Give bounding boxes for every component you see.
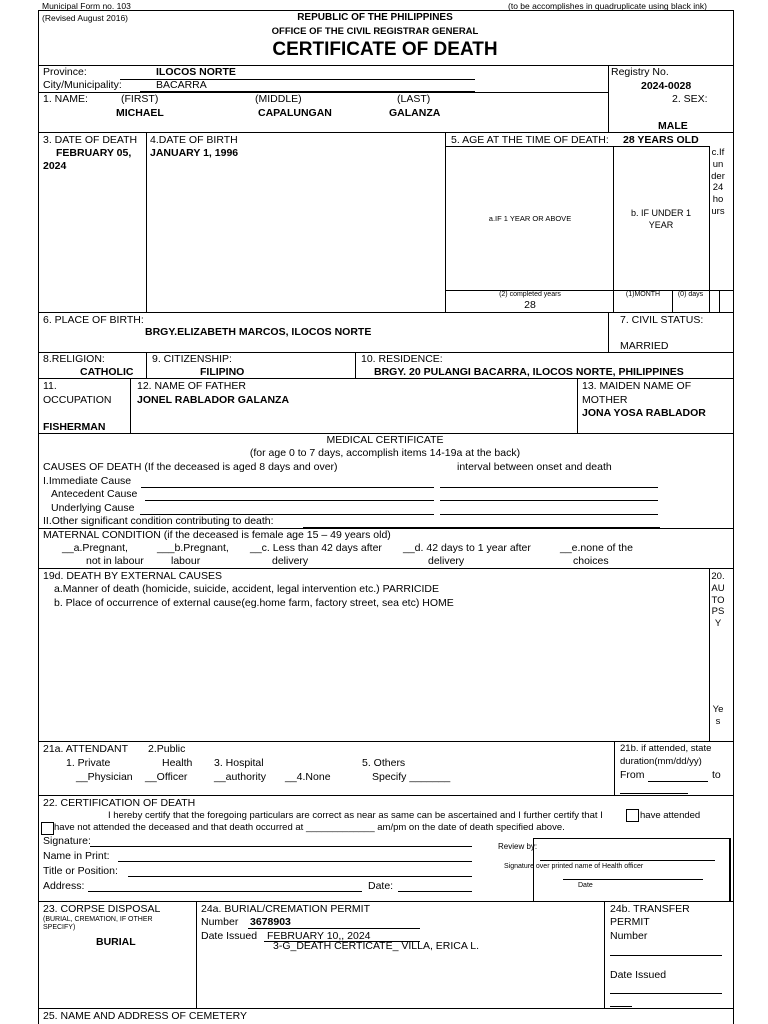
- corpse-disposal-value: BURIAL: [96, 936, 136, 948]
- maternal-d-1: __d. 42 days to 1 year after: [403, 542, 531, 554]
- office-heading: OFFICE OF THE CIVIL REGISTRAR GENERAL: [271, 26, 479, 37]
- last-name-value: GALANZA: [389, 107, 441, 119]
- duration-to-label: to: [712, 769, 721, 781]
- rule: [38, 568, 734, 569]
- certification-label: 22. CERTIFICATION OF DEATH: [43, 797, 196, 809]
- review-field[interactable]: [540, 860, 715, 861]
- citizenship-value: FILIPINO: [200, 366, 245, 378]
- rule: [709, 568, 710, 741]
- rule: [648, 781, 708, 782]
- sex-label: 2. SEX:: [672, 93, 708, 105]
- citizenship-label: 9. CITIZENSHIP:: [152, 353, 232, 365]
- rule: [145, 500, 434, 501]
- maternal-condition-label: MATERNAL CONDITION (if the deceased is female age 15 – 49 years old): [43, 529, 391, 541]
- rule: [140, 91, 475, 92]
- date-issued-value: FEBRUARY 10,, 2024: [267, 930, 371, 942]
- completed-years-label: (2) completed years: [499, 291, 561, 298]
- title-position-label: Title or Position:: [43, 865, 118, 877]
- causes-label: CAUSES OF DEATH (If the deceased is aged 8 days and over): [43, 461, 338, 473]
- antecedent-cause-label: Antecedent Cause: [51, 488, 138, 500]
- have-attended-label: have attended: [640, 810, 701, 821]
- duration-label-2: duration(mm/dd/yy): [620, 756, 702, 767]
- attendant-label: 21a. ATTENDANT: [43, 743, 128, 755]
- name-label: 1. NAME:: [43, 93, 88, 105]
- rule: [38, 741, 734, 742]
- signature-field[interactable]: [90, 846, 472, 847]
- transfer-number-field[interactable]: [610, 955, 722, 956]
- title-position-field[interactable]: [128, 876, 472, 877]
- have-not-attended-text: have not attended the deceased and that death occurred at _____________ am/pm on the date of death specified above.: [54, 822, 565, 833]
- occupation-label-2: OCCUPATION: [43, 394, 112, 406]
- registry-number: 2024-0028: [641, 80, 692, 92]
- mother-label-2: MOTHER: [582, 394, 628, 406]
- rule: [38, 378, 734, 379]
- interval-label: interval between onset and death: [457, 461, 612, 473]
- province-label: Province:: [43, 66, 87, 78]
- burial-permit-label: 24a. BURIAL/CREMATION PERMIT: [201, 903, 371, 915]
- have-not-attended-checkbox[interactable]: [41, 822, 54, 835]
- rule: [440, 500, 658, 501]
- rule: [614, 741, 615, 795]
- maternal-c-1: __c. Less than 42 days after: [250, 542, 382, 554]
- place-of-birth-value: BRGY.ELIZABETH MARCOS, ILOCOS NORTE: [145, 326, 372, 338]
- last-name-label: (LAST): [397, 93, 431, 105]
- duration-label-1: 21b. if attended, state: [620, 743, 712, 754]
- attendant-option-1a: 1. Private: [66, 757, 111, 769]
- age-c-label-vertical: c.Ifunder24hours: [711, 147, 725, 217]
- underlying-cause-label: Underlying Cause: [51, 502, 135, 514]
- permit-number-value: 3678903: [250, 916, 291, 928]
- province-value: ILOCOS NORTE: [156, 66, 236, 78]
- rule: [38, 795, 734, 796]
- attendant-option-3b: __authority: [214, 771, 266, 783]
- civil-status-value: MARRIED: [620, 340, 669, 352]
- duration-from-label: From: [620, 769, 645, 781]
- occupation-label-1: 11.: [43, 380, 57, 392]
- date-of-death-value-2: 2024: [43, 160, 67, 172]
- place-of-occurrence: b. Place of occurrence of external cause(eg.home farm, factory street, sea etc) HOME: [54, 597, 454, 609]
- rule: [141, 487, 434, 488]
- review-signature-caption: Signature over printed name of Health officer: [504, 863, 644, 870]
- rule: [146, 132, 147, 312]
- review-box: [533, 838, 731, 902]
- rule: [38, 132, 734, 133]
- rule: [604, 901, 605, 1008]
- middle-name-label: (MIDDLE): [255, 93, 302, 105]
- date-field[interactable]: [398, 891, 472, 892]
- rule: [130, 378, 131, 433]
- transfer-permit-label-1: 24b. TRANSFER: [610, 903, 690, 915]
- name-in-print-field[interactable]: [118, 861, 472, 862]
- father-label: 12. NAME OF FATHER: [137, 380, 246, 392]
- rule: [440, 487, 658, 488]
- sex-value: MALE: [658, 120, 688, 132]
- rule: [620, 793, 688, 794]
- age-b-label-1: b. IF UNDER 1: [630, 208, 691, 218]
- corpse-disposal-label: 23. CORPSE DISPOSAL: [43, 903, 161, 915]
- rule: [146, 352, 147, 378]
- month-label: (1)MONTH: [625, 291, 661, 298]
- attendant-option-5b: Specify _______: [372, 771, 451, 783]
- transfer-date-label: Date Issued: [610, 969, 667, 981]
- first-name-label: (FIRST): [121, 93, 159, 105]
- maternal-a-1: __a.Pregnant,: [62, 542, 128, 554]
- attendant-option-2a: 2.Public: [148, 743, 186, 755]
- corpse-disposal-sub-1: (BURIAL, CREMATION, IF OTHER: [43, 916, 153, 923]
- rule: [303, 527, 660, 528]
- form-number: Municipal Form no. 103: [42, 1, 131, 11]
- age-label: 5. AGE AT THE TIME OF DEATH:: [451, 134, 609, 146]
- rule: [719, 290, 720, 312]
- mother-value: JONA YOSA RABLADOR: [582, 407, 706, 419]
- form-border-left: [38, 10, 39, 1024]
- rule: [248, 928, 420, 929]
- rule: [608, 312, 609, 352]
- rule: [38, 312, 734, 313]
- attendant-option-2c: __Officer: [145, 771, 188, 783]
- transfer-permit-label-2: PERMIT: [610, 916, 650, 928]
- date-of-death-value-1: FEBRUARY 05,: [56, 147, 132, 159]
- residence-value: BRGY. 20 PULANGI BACARRA, ILOCOS NORTE, PHILIPPINES: [374, 366, 684, 378]
- religion-value: CATHOLIC: [80, 366, 134, 378]
- review-date-caption: Date: [578, 882, 593, 889]
- medical-certificate-title: MEDICAL CERTIFICATE: [326, 434, 444, 446]
- attendant-option-4: __4.None: [285, 771, 331, 783]
- maternal-d-2: delivery: [428, 555, 465, 567]
- corpse-disposal-sub-2: SPECIFY): [43, 924, 76, 931]
- middle-name-value: CAPALUNGAN: [258, 107, 332, 119]
- date-label: Date:: [368, 880, 394, 892]
- city-value: BACARRA: [156, 79, 207, 91]
- name-in-print-label: Name in Print:: [43, 850, 110, 862]
- attendant-option-5a: 5. Others: [362, 757, 406, 769]
- medical-certificate-note: (for age 0 to 7 days, accomplish items 14-19a at the back): [249, 447, 521, 459]
- have-attended-checkbox[interactable]: [626, 809, 639, 822]
- document-file-note: 3-G_DEATH CERTICATE_ VILLA, ERICA L.: [273, 940, 479, 952]
- place-of-birth-label: 6. PLACE OF BIRTH:: [43, 314, 144, 326]
- other-condition-label: II.Other significant condition contributing to death:: [43, 515, 274, 527]
- rule: [610, 1006, 632, 1007]
- date-of-birth-label: 4.DATE OF BIRTH: [150, 134, 238, 146]
- rule: [38, 1008, 734, 1009]
- age-value: 28 YEARS OLD: [623, 134, 699, 146]
- maternal-b-2: labour: [171, 555, 201, 567]
- first-name-value: MICHAEL: [116, 107, 164, 119]
- immediate-cause-label: I.Immediate Cause: [43, 475, 132, 487]
- rule: [196, 901, 197, 1008]
- address-field[interactable]: [88, 891, 362, 892]
- maternal-c-2: delivery: [272, 555, 309, 567]
- rule: [577, 378, 578, 433]
- transfer-number-label: Number: [610, 930, 648, 942]
- residence-label: 10. RESIDENCE:: [361, 353, 443, 365]
- certification-text: I hereby certify that the foregoing particulars are correct as near as same can be ascertained and I further certify that I: [108, 810, 603, 821]
- civil-status-label: 7. CIVIL STATUS:: [620, 314, 704, 326]
- date-issued-label: Date Issued: [201, 930, 258, 942]
- mother-label-1: 13. MAIDEN NAME OF: [582, 380, 692, 392]
- registry-label: Registry No.: [611, 66, 669, 78]
- document-title: CERTIFICATE OF DEATH: [272, 39, 498, 60]
- form-border-right: [733, 10, 734, 1024]
- occupation-value: FISHERMAN: [43, 421, 106, 433]
- maternal-e-2: choices: [573, 555, 609, 567]
- signature-label: Signature:: [43, 835, 91, 847]
- age-a-label: a.IF 1 YEAR OR ABOVE: [488, 214, 572, 223]
- rule: [709, 146, 710, 312]
- review-label: Review by:: [498, 842, 538, 851]
- rule: [445, 146, 709, 147]
- ink-instruction: (to be accomplishes in quadruplicate using black ink): [508, 1, 707, 11]
- religion-label: 8.RELIGION:: [43, 353, 105, 365]
- days-label: (0) days: [677, 291, 704, 298]
- age-b-label-2: YEAR: [648, 220, 674, 230]
- attendant-option-3a: 3. Hospital: [214, 757, 264, 769]
- rule: [608, 65, 609, 132]
- republic-heading: REPUBLIC OF THE PHILIPPINES: [297, 12, 453, 23]
- address-label: Address:: [43, 880, 85, 892]
- review-date-field[interactable]: [563, 879, 703, 880]
- date-of-death-label: 3. DATE OF DEATH: [43, 134, 138, 146]
- maternal-e-1: __e.none of the: [560, 542, 633, 554]
- permit-number-label: Number: [201, 916, 239, 928]
- attendant-option-2b: Health: [162, 757, 193, 769]
- attendant-option-1b: __Physician: [76, 771, 133, 783]
- autopsy-yes-vertical: Yes: [712, 704, 724, 727]
- rule: [445, 132, 446, 312]
- city-label: City/Municipality:: [43, 79, 122, 91]
- autopsy-label-vertical: 20.AUTOPSY: [711, 571, 725, 630]
- external-causes-label: 19d. DEATH BY EXTERNAL CAUSES: [43, 570, 222, 582]
- maternal-a-2: not in labour: [86, 555, 144, 567]
- manner-of-death: a.Manner of death (homicide, suicide, accident, legal intervention etc.) PARRICIDE: [54, 583, 439, 595]
- date-of-birth-value: JANUARY 1, 1996: [150, 147, 239, 159]
- form-revision: (Revised August 2016): [42, 13, 128, 23]
- transfer-date-field[interactable]: [610, 993, 722, 994]
- cemetery-label: 25. NAME AND ADDRESS OF CEMETERY: [43, 1010, 248, 1022]
- rule: [440, 514, 658, 515]
- completed-years-value: 28: [524, 299, 536, 311]
- rule: [355, 352, 356, 378]
- father-value: JONEL RABLADOR GALANZA: [137, 394, 290, 406]
- maternal-b-1: ___b.Pregnant,: [157, 542, 229, 554]
